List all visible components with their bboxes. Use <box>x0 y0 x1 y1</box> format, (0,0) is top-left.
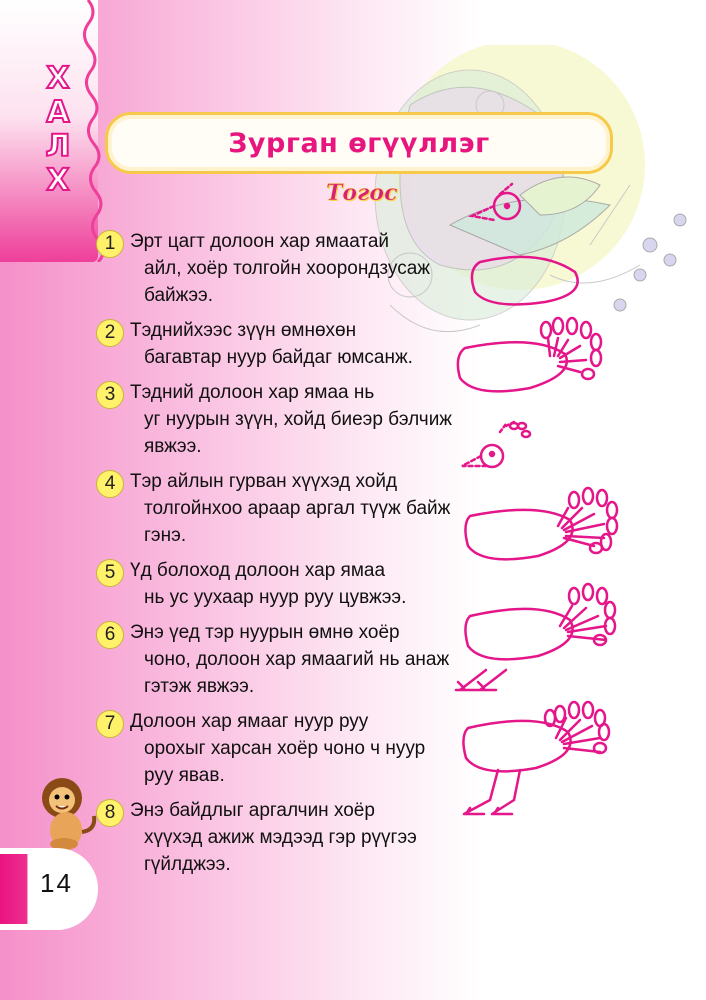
step-line: Эрт цагт долоон хар ямаатай <box>130 231 390 252</box>
step-number-badge: 7 <box>96 710 124 738</box>
step-number-badge: 3 <box>96 381 124 409</box>
step-text <box>130 797 456 878</box>
section-letter: Л <box>45 129 71 164</box>
page-number: 14 <box>40 868 73 898</box>
drawing-stage-2 <box>472 257 578 305</box>
drawing-stage-3 <box>458 318 601 391</box>
story-step <box>96 557 456 611</box>
drawing-stage-5 <box>465 488 617 559</box>
drawing-stage-6 <box>456 584 615 690</box>
step-number-badge: 2 <box>96 319 124 347</box>
step-line: нь ус уухаар нуур руу цувжээ. <box>144 587 407 608</box>
step-line: орохыг харсан хоёр чоно ч нуур руу явав. <box>144 738 426 786</box>
step-text <box>130 228 456 309</box>
story-steps <box>96 228 456 886</box>
step-line: Тэдний долоон хар ямаа нь <box>130 382 375 403</box>
step-line: толгойнхоо араар аргал түүж байж гэнэ. <box>144 498 451 546</box>
step-line: Үд болоход долоон хар ямаа <box>130 560 386 581</box>
story-subtitle: Тогос <box>326 180 398 206</box>
step-text <box>130 317 413 371</box>
step-text <box>130 379 456 460</box>
step-number-badge: 6 <box>96 621 124 649</box>
step-number-badge: 4 <box>96 470 124 498</box>
story-step <box>96 797 456 878</box>
tab-wavy-edge <box>82 0 104 262</box>
story-step <box>96 708 456 789</box>
step-line: Энэ байдлыг аргалчин хоёр <box>130 800 375 821</box>
section-letter: А <box>46 95 70 130</box>
title-banner <box>105 112 613 174</box>
section-letter: Х <box>46 163 70 198</box>
step-text <box>130 708 456 789</box>
story-step <box>96 468 456 549</box>
step-line: хүүхэд ажиж мэдээд гэр рүүгээ гүйлджээ. <box>144 827 417 875</box>
lion-mascot-illustration <box>24 770 104 854</box>
drawing-stage-7 <box>463 702 609 814</box>
step-line: багавтар нуур байдаг юмсанж. <box>144 347 413 368</box>
step-number-badge: 5 <box>96 559 124 587</box>
step-text <box>130 619 456 700</box>
step-number-badge: 1 <box>96 230 124 258</box>
section-letter: Х <box>46 61 70 96</box>
section-label <box>38 62 78 198</box>
step-line: Тэр айлын гурван хүүхэд хойд <box>130 471 398 492</box>
step-line: Тэднийхээс зүүн өмнөхөн <box>130 320 357 341</box>
step-line: уг нуурын зүүн, хойд биеэр бэлчиж явжээ. <box>144 409 453 457</box>
story-step <box>96 228 456 309</box>
step-line: Энэ үед тэр нуурын өмнө хоёр <box>130 622 400 643</box>
drawing-stage-1 <box>472 184 520 220</box>
page-title: Зурган өгүүллэг <box>228 127 490 159</box>
step-text <box>130 557 406 611</box>
peacock-drawing-steps <box>450 170 706 830</box>
step-text <box>130 468 456 549</box>
step-number-badge: 8 <box>96 799 124 827</box>
step-line: чоно, долоон хар ямаагий нь анаж гэтэж явжээ. <box>144 649 450 697</box>
step-line: айл, хоёр толгойн хоорондзусаж байжээ. <box>144 258 430 306</box>
story-step <box>96 619 456 700</box>
story-step <box>96 379 456 460</box>
story-step <box>96 317 456 371</box>
drawing-stage-4 <box>462 422 530 467</box>
step-line: Долоон хар ямааг нуур руу <box>130 711 369 732</box>
